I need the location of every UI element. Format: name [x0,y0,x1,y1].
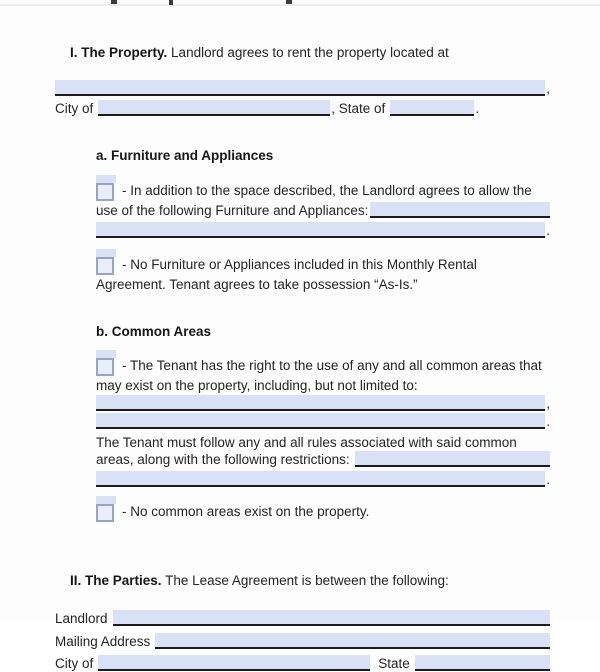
furniture-option-add-text-line2: use of the following Furniture and Appliances: [96,203,369,218]
common-areas-list-row-2 [96,413,550,430]
common-areas-list-field-1[interactable] [96,395,545,411]
common-areas-checkbox[interactable] [96,358,114,376]
furniture-option-none-row [96,256,550,275]
parties-section-title-bold: II. The Parties. [70,573,162,588]
furniture-heading: a. Furniture and Appliances [96,148,274,163]
furniture-list-row [96,222,550,239]
common-areas-list-row-1 [96,395,550,412]
parties-city-state-row [55,655,550,672]
rules-text-line1: The Tenant must follow any and all rules associated with said common [96,435,517,450]
landlord-label: Landlord [55,611,108,626]
restrictions-inline-row [96,451,550,468]
subsections [96,147,550,522]
cropped-text-fragment [55,0,550,8]
furniture-list-field[interactable] [96,222,545,238]
parties-section-title [55,555,550,606]
common-areas-text-line1: - The Tenant has the right to the use of any and all common areas that [122,358,542,373]
furniture-add-checkbox[interactable] [96,183,114,201]
landlord-field[interactable] [113,610,550,626]
parties-section-title-text: The Lease Agreement is between the following: [161,573,449,588]
furniture-list-inline-field[interactable] [370,202,550,218]
parties-city-label: City of [55,656,94,671]
no-common-areas-checkbox[interactable] [96,504,114,522]
common-areas-heading: b. Common Areas [96,324,212,339]
city-state-period: . [475,101,480,116]
common-areas-blank2-suffix: . [546,414,550,429]
furniture-option-add-text-line1: - In addition to the space described, the Landlord agrees to allow the [122,183,532,198]
landlord-row [55,610,550,627]
no-common-areas-row [96,503,550,522]
furniture-list-period: . [546,223,550,238]
cropped-text-streak [0,4,600,6]
restrictions-inline-field[interactable] [355,451,550,467]
rules-text-line2: areas, along with the following restrictions: [96,452,350,467]
parties-state-label: State [378,656,410,671]
furniture-option-add-row [96,182,550,201]
property-city-field[interactable] [98,100,330,116]
parties-city-field[interactable] [98,655,370,671]
parties-state-field[interactable] [415,655,550,671]
common-areas-option-row [96,357,550,376]
mailing-address-label: Mailing Address [55,634,151,649]
mailing-address-field[interactable] [155,633,550,649]
property-city-state-row [55,100,550,117]
property-address-row [55,80,550,97]
address-suffix-comma: , [546,81,550,96]
common-areas-blank1-suffix: , [546,396,550,411]
furniture-option-none-text-line1: - No Furniture or Appliances included in this Monthly Rental [122,257,477,272]
common-areas-list-field-2[interactable] [96,413,545,429]
restrictions-period: . [546,472,550,487]
restrictions-field[interactable] [96,471,545,487]
state-of-label: , State of [331,101,386,116]
cropped-glyph [111,0,117,4]
cropped-glyph [286,0,292,4]
common-areas-text-line2: may exist on the property, including, but not limited to: [96,378,418,393]
property-section-title-text: Landlord agrees to rent the property located at [167,45,449,60]
property-section-title [55,27,550,78]
cropped-glyph [169,0,173,5]
furniture-option-none-text-line2: Agreement. Tenant agrees to take possession “As-Is.” [96,277,418,292]
property-address-field[interactable] [55,80,545,96]
furniture-list-inline-row [96,202,550,219]
furniture-none-checkbox[interactable] [96,257,114,275]
mailing-address-row [55,633,550,650]
city-of-label: City of [55,101,94,116]
property-section-title-bold: I. The Property. [70,45,168,60]
restrictions-row [96,471,550,488]
no-common-areas-text: - No common areas exist on the property. [122,504,370,519]
property-state-field[interactable] [390,100,474,116]
